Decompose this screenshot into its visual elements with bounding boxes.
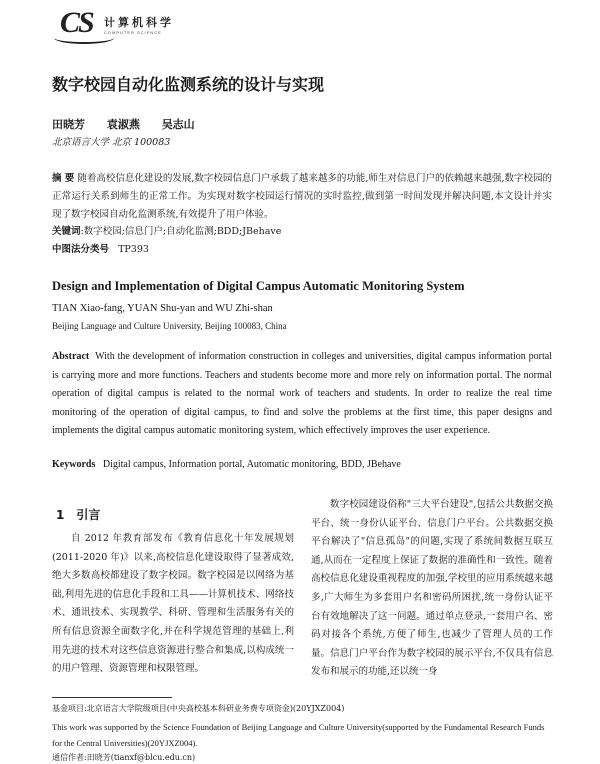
journal-logo — [60, 6, 240, 42]
section-number: 1 — [56, 508, 65, 522]
author-name: 田晓芳 — [52, 118, 85, 131]
footnote-funding-cn: 基金项目:北京语言大学院级项目(中央高校基本科研业务费专项资金)(20YJXZ004) — [52, 704, 345, 713]
keywords-cn — [52, 223, 552, 237]
abstract-label-cn: 摘 要 — [52, 173, 75, 184]
affiliation-en: Beijing Language and Culture University, Beijing 100083, China — [52, 321, 287, 331]
keywords-text-en: Digital campus, Information portal, Automatic monitoring, BDD, JBehave — [102, 459, 401, 470]
abstract-text-cn: 随着高校信息化建设的发展,数字校园信息门户承载了越来越多的功能,师生对信息门户的依赖越来越强,数字校园的正常运行关系到师生的正常工作。为实现对数字校园运行情况的实时监控,做到第一时间发现并解决问题,本文设计并实现了数字校园自动化监测系统,有效提升了用户体验。 — [52, 173, 553, 220]
keywords-label-en: Keywords — [52, 459, 96, 470]
clc-label: 中图法分类号 — [52, 244, 110, 255]
body-column-right: 数字校园建设俗称"三大平台建设",包括公共数据交换平台、统一身份认证平台、信息门户平台。公共数据交换平台解决了"信息孤岛"的问题,实现了系统间数据互联互通,从而在一定程度上保证了数据的准确性和一致性。随着高校信息化建设重视程度的加强,学校里的应用系统越来越多,广大师生为多套用户名和密码所困扰,统一身份认证平台有效地解决了这一问题。通过单点登录,一套用户名、密码对接各个系统,方便了师生,也减少了管理人员的工作量。信息门户平台作为数字校园的展示平台,不仅具有信息发布和展示的功能,还以统一身 — [311, 499, 553, 678]
keywords-text-cn: :数字校园;信息门户;自动化监测;BDD;JBehave — [80, 226, 282, 237]
keywords-en — [52, 459, 552, 470]
footnote-divider — [52, 697, 172, 698]
authors-cn — [52, 116, 213, 132]
footnote-funding-en: This work was supported by the Science Foundation of Beijing Language and Culture University(supported by the Fundamental Research Funds for the Central Universities)(20YJXZ004). — [52, 722, 545, 748]
journal-name: 计算机科学 — [104, 16, 174, 29]
footnote-correspondence: 通信作者:田晓芳(tianxf@blcu.edu.cn) — [52, 753, 196, 762]
section-heading — [56, 506, 100, 523]
paper-title-en: Design and Implementation of Digital Campus Automatic Monitoring System — [52, 279, 465, 293]
body-column-left: 自 2012 年教育部发布《教育信息化十年发展规划(2011-2020 年)》以来,高校信息化建设取得了显著成效,绝大多数高校都建设了数字校园。数字校园是以网络为基础,利用先进的信息化手段和工具——计算机技术、网络技术、通讯技术、实现教学、科研、管理和生活服务有关的所有信息资源全面数字化,并在科学规范管理的基础上,利用先进的技术对这些信息资源进行整合和集成,以构成统一的用户管理、资源管理和权限管理。 — [52, 533, 294, 675]
abstract-en — [52, 348, 552, 441]
paper-title-cn: 数字校园自动化监测系统的设计与实现 — [52, 75, 325, 94]
journal-name-en: COMPUTER SCIENCE — [104, 30, 162, 35]
author-name: 袁淑燕 — [106, 118, 140, 131]
author-name: 吴志山 — [161, 118, 195, 131]
logo-letters: CS — [60, 6, 93, 39]
abstract-text-en: With the development of information construction in colleges and universities, digital campus information portal is carrying more and more functions. Teachers and students become more and more rely on information portal. The normal operation of digital campus is related to the normal work of teachers and students. In order to realize the real time monitoring of the operation of digital campus, to find and solve the problems at the first time, this paper designs and implements the digital campus automatic monitoring system, which effectively improves the user experience. — [52, 351, 552, 436]
abstract-label-en: Abstract — [52, 351, 90, 362]
classification-number — [52, 241, 149, 255]
authors-en: TIAN Xiao-fang, YUAN Shu-yan and WU Zhi-shan — [52, 303, 273, 314]
abstract-cn — [52, 170, 552, 224]
section-title: 引言 — [76, 508, 101, 522]
clc-value: TP393 — [118, 244, 149, 255]
affiliation-cn: 北京语言大学 北京 100083 — [52, 137, 171, 148]
keywords-label-cn: 关键词 — [52, 226, 81, 237]
